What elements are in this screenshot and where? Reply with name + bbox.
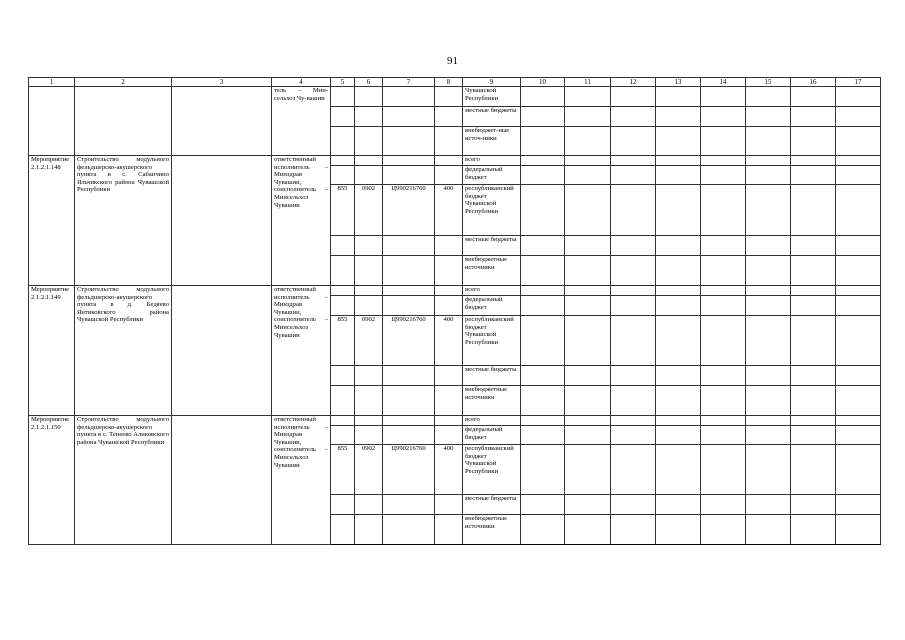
amount-cell — [611, 87, 656, 107]
amount-cell — [565, 426, 611, 445]
amount-cell — [611, 316, 656, 366]
budget-code-cell — [331, 416, 355, 426]
amount-cell — [565, 87, 611, 107]
budget-code-cell — [331, 256, 355, 286]
amount-cell — [836, 107, 881, 127]
program-table — [28, 77, 881, 545]
table-row — [29, 416, 881, 426]
amount-cell — [611, 515, 656, 545]
amount-cell — [791, 127, 836, 156]
budget-code-cell — [355, 515, 383, 545]
budget-code-cell — [331, 166, 355, 185]
budget-code-cell — [435, 166, 463, 185]
budget-code-cell — [383, 286, 435, 296]
amount-cell — [521, 296, 565, 316]
funding-source-cell: местные бюджеты — [463, 366, 521, 386]
amount-cell — [611, 156, 656, 166]
goal-cell — [172, 87, 272, 156]
amount-cell — [701, 127, 746, 156]
budget-code-cell — [435, 515, 463, 545]
measure-code: Мероприятие 2.1.2.1.150 — [29, 416, 75, 545]
amount-cell — [656, 286, 701, 296]
grbs-code: 855 — [331, 185, 355, 236]
amount-cell — [791, 495, 836, 515]
budget-code-cell — [435, 156, 463, 166]
code-cell — [29, 87, 75, 156]
amount-cell — [746, 416, 791, 426]
amount-cell — [791, 386, 836, 416]
amount-cell — [746, 127, 791, 156]
amount-cell — [836, 185, 881, 236]
column-number-17: 17 — [836, 78, 881, 87]
measure-name: Строительство модульного фельдшерско-акушерского пункта в с. Тенеево Аликовского района Чувашской Республики — [75, 416, 172, 545]
amount-cell — [791, 166, 836, 185]
budget-code-cell — [435, 256, 463, 286]
amount-cell — [611, 185, 656, 236]
budget-code-cell — [331, 236, 355, 256]
funding-source-cell: всего — [463, 156, 521, 166]
budget-code-cell — [355, 426, 383, 445]
amount-cell — [611, 495, 656, 515]
amount-cell — [521, 185, 565, 236]
amount-cell — [521, 87, 565, 107]
amount-cell — [836, 87, 881, 107]
amount-cell — [565, 286, 611, 296]
budget-code-cell — [383, 386, 435, 416]
goal-cell — [172, 156, 272, 286]
amount-cell — [701, 515, 746, 545]
budget-code-cell — [383, 515, 435, 545]
budget-code-cell — [355, 416, 383, 426]
amount-cell — [656, 515, 701, 545]
amount-cell — [611, 286, 656, 296]
budget-code-cell — [435, 416, 463, 426]
amount-cell — [521, 366, 565, 386]
amount-cell — [565, 107, 611, 127]
budget-code-cell — [383, 156, 435, 166]
amount-cell — [701, 366, 746, 386]
column-number-13: 13 — [656, 78, 701, 87]
amount-cell — [836, 416, 881, 426]
column-number-8: 8 — [435, 78, 463, 87]
amount-cell — [746, 426, 791, 445]
amount-cell — [565, 127, 611, 156]
column-number-1: 1 — [29, 78, 75, 87]
amount-cell — [836, 426, 881, 445]
budget-code-cell — [435, 495, 463, 515]
amount-cell — [656, 386, 701, 416]
amount-cell — [836, 366, 881, 386]
budget-code-cell — [435, 426, 463, 445]
amount-cell — [836, 256, 881, 286]
budget-code-cell — [355, 256, 383, 286]
amount-cell — [791, 236, 836, 256]
amount-cell — [611, 256, 656, 286]
amount-cell — [656, 87, 701, 107]
amount-cell — [611, 445, 656, 495]
amount-cell — [791, 366, 836, 386]
amount-cell — [701, 386, 746, 416]
amount-cell — [521, 107, 565, 127]
responsible-cell: ответственный исполнитель – Минздрав Чувашии, соисполнитель – Минсельхоз Чувашии — [272, 286, 331, 416]
budget-code-cell — [331, 127, 355, 156]
goal-cell — [172, 286, 272, 416]
csr-code: Ц990216760 — [383, 316, 435, 366]
amount-cell — [656, 426, 701, 445]
amount-cell — [656, 256, 701, 286]
amount-cell — [656, 445, 701, 495]
amount-cell — [656, 185, 701, 236]
amount-cell — [746, 156, 791, 166]
amount-cell — [611, 127, 656, 156]
amount-cell — [565, 416, 611, 426]
funding-source-cell: внебюджетные источники — [463, 386, 521, 416]
amount-cell — [656, 166, 701, 185]
budget-code-cell — [383, 107, 435, 127]
amount-cell — [656, 107, 701, 127]
amount-cell — [836, 286, 881, 296]
table-row — [29, 286, 881, 296]
amount-cell — [701, 166, 746, 185]
amount-cell — [656, 416, 701, 426]
amount-cell — [791, 185, 836, 236]
amount-cell — [791, 87, 836, 107]
page-number: 91 — [447, 55, 458, 67]
amount-cell — [656, 127, 701, 156]
amount-cell — [791, 296, 836, 316]
rzpr-code: 0902 — [355, 445, 383, 495]
amount-cell — [791, 156, 836, 166]
column-number-16: 16 — [791, 78, 836, 87]
amount-cell — [656, 316, 701, 366]
amount-cell — [565, 236, 611, 256]
table-body — [29, 78, 881, 545]
budget-code-cell — [355, 366, 383, 386]
amount-cell — [611, 107, 656, 127]
funding-source-cell: федеральный бюджет — [463, 426, 521, 445]
amount-cell — [611, 416, 656, 426]
column-number-row — [29, 78, 881, 87]
budget-code-cell — [383, 127, 435, 156]
budget-code-cell — [355, 107, 383, 127]
amount-cell — [746, 495, 791, 515]
amount-cell — [656, 495, 701, 515]
amount-cell — [521, 236, 565, 256]
funding-source-cell: республиканский бюджет Чувашской Республики — [463, 445, 521, 495]
amount-cell — [836, 386, 881, 416]
amount-cell — [836, 127, 881, 156]
budget-code-cell — [331, 495, 355, 515]
budget-code-cell — [383, 495, 435, 515]
amount-cell — [521, 166, 565, 185]
budget-code-cell — [435, 107, 463, 127]
responsible-cell: ответственный исполнитель – Минздрав Чувашии, соисполнитель – Минсельхоз Чувашии — [272, 416, 331, 545]
amount-cell — [791, 316, 836, 366]
budget-code-cell — [383, 426, 435, 445]
amount-cell — [565, 445, 611, 495]
budget-code-cell — [355, 495, 383, 515]
budget-code-cell — [331, 386, 355, 416]
amount-cell — [565, 185, 611, 236]
amount-cell — [746, 316, 791, 366]
amount-cell — [836, 236, 881, 256]
budget-code-cell — [331, 366, 355, 386]
column-number-15: 15 — [746, 78, 791, 87]
amount-cell — [746, 366, 791, 386]
vr-code: 400 — [435, 445, 463, 495]
amount-cell — [565, 316, 611, 366]
budget-code-cell — [435, 296, 463, 316]
amount-cell — [836, 515, 881, 545]
amount-cell — [565, 515, 611, 545]
funding-source-cell: внебюджетные источники — [463, 256, 521, 286]
amount-cell — [701, 495, 746, 515]
budget-code-cell — [331, 286, 355, 296]
budget-code-cell — [355, 156, 383, 166]
amount-cell — [746, 445, 791, 495]
measure-name: Строительство модульного фельдшерско-акушерского пункта в д. Бедяево Янтиковского района Чувашской Республики — [75, 286, 172, 416]
budget-code-cell — [435, 87, 463, 107]
amount-cell — [836, 316, 881, 366]
amount-cell — [611, 166, 656, 185]
rzpr-code: 0902 — [355, 316, 383, 366]
budget-code-cell — [435, 286, 463, 296]
vr-code: 400 — [435, 316, 463, 366]
amount-cell — [701, 236, 746, 256]
amount-cell — [565, 296, 611, 316]
responsible-cell: ответственный исполнитель – Минздрав Чувашии, соисполнитель – Минсельхоз Чувашии — [272, 156, 331, 286]
amount-cell — [521, 426, 565, 445]
budget-code-cell — [355, 127, 383, 156]
amount-cell — [746, 286, 791, 296]
amount-cell — [701, 426, 746, 445]
column-number-4: 4 — [272, 78, 331, 87]
amount-cell — [836, 445, 881, 495]
funding-source-cell: федеральный бюджет — [463, 296, 521, 316]
budget-code-cell — [435, 386, 463, 416]
funding-source-cell: всего — [463, 286, 521, 296]
measure-code: Мероприятие 2.1.2.1.148 — [29, 156, 75, 286]
amount-cell — [701, 156, 746, 166]
budget-code-cell — [355, 236, 383, 256]
amount-cell — [836, 495, 881, 515]
amount-cell — [521, 495, 565, 515]
amount-cell — [565, 495, 611, 515]
amount-cell — [565, 156, 611, 166]
column-number-11: 11 — [565, 78, 611, 87]
amount-cell — [746, 296, 791, 316]
amount-cell — [701, 296, 746, 316]
budget-code-cell — [355, 166, 383, 185]
budget-code-cell — [383, 87, 435, 107]
column-number-14: 14 — [701, 78, 746, 87]
budget-code-cell — [331, 107, 355, 127]
column-number-2: 2 — [75, 78, 172, 87]
amount-cell — [521, 445, 565, 495]
amount-cell — [611, 296, 656, 316]
amount-cell — [521, 386, 565, 416]
amount-cell — [656, 366, 701, 386]
csr-code: Ц990216760 — [383, 445, 435, 495]
amount-cell — [791, 286, 836, 296]
amount-cell — [701, 445, 746, 495]
rzpr-code: 0902 — [355, 185, 383, 236]
measure-code: Мероприятие 2.1.2.1.149 — [29, 286, 75, 416]
budget-code-cell — [331, 87, 355, 107]
amount-cell — [746, 166, 791, 185]
budget-code-cell — [331, 426, 355, 445]
amount-cell — [701, 107, 746, 127]
amount-cell — [746, 107, 791, 127]
funding-source-cell: внебюджет-ные источ-ники — [463, 127, 521, 156]
amount-cell — [565, 256, 611, 286]
column-number-10: 10 — [521, 78, 565, 87]
budget-code-cell — [435, 236, 463, 256]
amount-cell — [836, 296, 881, 316]
budget-code-cell — [355, 296, 383, 316]
amount-cell — [656, 156, 701, 166]
amount-cell — [521, 416, 565, 426]
csr-code: Ц990216760 — [383, 185, 435, 236]
amount-cell — [791, 426, 836, 445]
budget-code-cell — [383, 366, 435, 386]
amount-cell — [836, 166, 881, 185]
vr-code: 400 — [435, 185, 463, 236]
amount-cell — [611, 386, 656, 416]
budget-code-cell — [355, 286, 383, 296]
amount-cell — [791, 445, 836, 495]
amount-cell — [611, 426, 656, 445]
amount-cell — [701, 87, 746, 107]
table-row — [29, 87, 881, 107]
name-cell — [75, 87, 172, 156]
amount-cell — [565, 386, 611, 416]
budget-code-cell — [355, 87, 383, 107]
amount-cell — [701, 185, 746, 236]
budget-code-cell — [435, 366, 463, 386]
amount-cell — [521, 286, 565, 296]
amount-cell — [746, 87, 791, 107]
amount-cell — [836, 156, 881, 166]
funding-source-cell: местные бюджеты — [463, 236, 521, 256]
amount-cell — [656, 236, 701, 256]
amount-cell — [791, 256, 836, 286]
amount-cell — [791, 416, 836, 426]
funding-source-cell: всего — [463, 416, 521, 426]
column-number-9: 9 — [463, 78, 521, 87]
budget-code-cell — [383, 236, 435, 256]
amount-cell — [701, 316, 746, 366]
budget-code-cell — [355, 386, 383, 416]
budget-code-cell — [331, 296, 355, 316]
amount-cell — [521, 127, 565, 156]
grbs-code: 855 — [331, 316, 355, 366]
budget-code-cell — [331, 156, 355, 166]
funding-source-cell: местные бюджеты — [463, 495, 521, 515]
amount-cell — [656, 296, 701, 316]
amount-cell — [791, 515, 836, 545]
amount-cell — [521, 316, 565, 366]
goal-cell — [172, 416, 272, 545]
amount-cell — [521, 156, 565, 166]
amount-cell — [791, 107, 836, 127]
amount-cell — [521, 515, 565, 545]
column-number-3: 3 — [172, 78, 272, 87]
column-number-12: 12 — [611, 78, 656, 87]
budget-code-cell — [331, 515, 355, 545]
amount-cell — [611, 236, 656, 256]
grbs-code: 855 — [331, 445, 355, 495]
funding-source-cell: республиканский бюджет Чувашской Республики — [463, 316, 521, 366]
measure-name: Строительство модульного фельдшерско-акушерского пункта в с. Сабанчино Яльчикского района Чувашской Республики — [75, 156, 172, 286]
column-number-6: 6 — [355, 78, 383, 87]
budget-code-cell — [383, 416, 435, 426]
amount-cell — [565, 166, 611, 185]
table-row — [29, 156, 881, 166]
funding-source-cell: федеральный бюджет — [463, 166, 521, 185]
funding-source-cell: Чувашской Республики — [463, 87, 521, 107]
amount-cell — [746, 256, 791, 286]
amount-cell — [701, 286, 746, 296]
budget-code-cell — [383, 296, 435, 316]
funding-source-cell: местные бюджеты — [463, 107, 521, 127]
funding-source-cell: республиканский бюджет Чувашской Республики — [463, 185, 521, 236]
amount-cell — [701, 416, 746, 426]
amount-cell — [521, 256, 565, 286]
amount-cell — [565, 366, 611, 386]
budget-code-cell — [383, 256, 435, 286]
amount-cell — [746, 515, 791, 545]
budget-code-cell — [383, 166, 435, 185]
amount-cell — [746, 185, 791, 236]
funding-source-cell: внебюджетные источники — [463, 515, 521, 545]
amount-cell — [611, 366, 656, 386]
amount-cell — [701, 256, 746, 286]
column-number-7: 7 — [383, 78, 435, 87]
column-number-5: 5 — [331, 78, 355, 87]
budget-code-cell — [435, 127, 463, 156]
amount-cell — [746, 236, 791, 256]
amount-cell — [746, 386, 791, 416]
responsible-cell: тель – Мин-сельхоз Чу-вашии — [272, 87, 331, 156]
